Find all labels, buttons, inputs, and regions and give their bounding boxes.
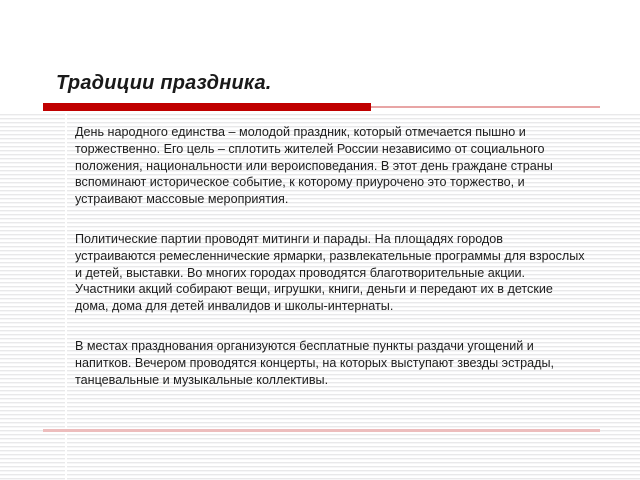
background-vertical-seam <box>65 112 67 480</box>
title-divider-rule <box>43 103 600 111</box>
body-paragraph-1: День народного единства – молодой праздник, который отмечается пышно и торжественно. Его цель – сплотить жителей России независимо от социального положения, национальности или вероисповедания. В этот день граждане страны вспоминают историческое событие, к которому приурочено это торжество, и устраивают массовые мероприятия. <box>75 125 553 207</box>
body-paragraph-3: В местах празднования организуются бесплатные пункты раздачи угощений и напитков. Вечером проводятся концерты, на которых выступают звезды эстрады, танцевальные и музыкальные коллективы. <box>75 338 555 387</box>
title-divider-thick-bar <box>43 103 371 111</box>
footer-divider-rule <box>43 429 600 432</box>
slide-body <box>75 124 587 388</box>
slide-title: Традиции праздника. <box>56 72 272 94</box>
body-paragraph-2: Политические партии проводят митинги и парады. На площадях городов устраиваются ремесленнические ярмарки, развлекательные программы для взрослых и детей, выставки. Во многих городах проводятся благотворительные акции. Участники акций собирают вещи, игрушки, книги, деньги и передают их в детские дома, дома для детей инвалидов и школы-интернаты. <box>75 231 585 314</box>
